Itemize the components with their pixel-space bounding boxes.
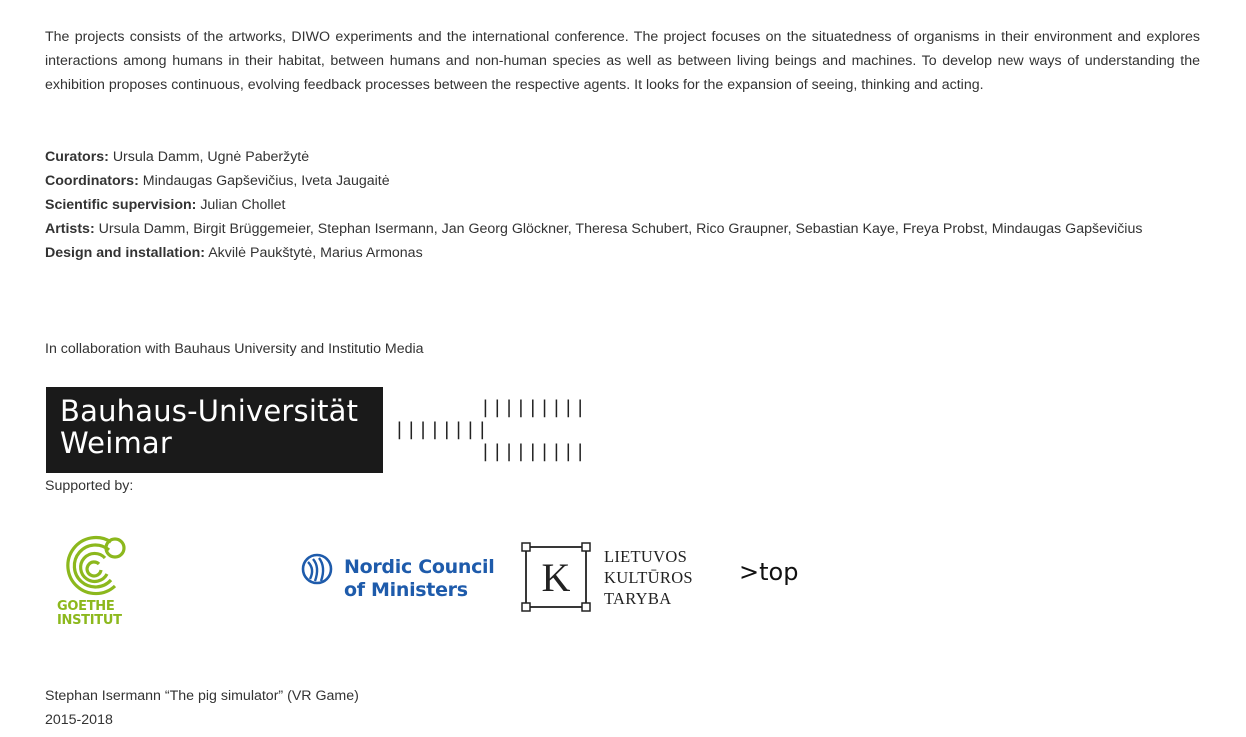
bauhaus-logo-line1: Bauhaus-Universität <box>60 394 359 428</box>
bauhaus-bars-top: ||||||||| <box>480 397 587 418</box>
bauhaus-university-logo[interactable] <box>46 387 383 473</box>
credit-label: Design and installation: <box>45 245 206 261</box>
artwork-caption <box>45 684 359 732</box>
back-to-top-link[interactable]: >top <box>739 558 799 586</box>
lithuanian-council-logo-text <box>604 546 693 609</box>
collaboration-text: In collaboration with Bauhaus University and Institutio Media <box>45 341 424 357</box>
credit-value: Mindaugas Gapševičius, Iveta Jaugaitė <box>142 173 390 189</box>
credits-list <box>45 145 1200 265</box>
credit-scientific-supervision <box>45 193 1200 217</box>
goethe-logo-text <box>57 600 122 628</box>
credit-value: Ursula Damm, Ugnė Paberžytė <box>112 149 310 165</box>
goethe-line2: INSTITUT <box>57 613 122 628</box>
klt-line3: TARYBA <box>604 589 672 608</box>
credit-design-installation <box>45 241 1200 265</box>
caption-years: 2015-2018 <box>45 712 113 728</box>
credit-label: Coordinators: <box>45 173 139 189</box>
credit-artists <box>45 217 1200 241</box>
credit-value: Julian Chollet <box>200 197 286 213</box>
nordic-line1: Nordic Council <box>344 556 495 578</box>
credit-value: Ursula Damm, Birgit Brüggemeier, Stephan Isermann, Jan Georg Glöckner, Theresa Schubert, Rico Graupner, Sebastian Kaye, Freya Probst, Mindaugas Gapševičius <box>98 221 1143 237</box>
bauhaus-logo-line2: Weimar <box>60 426 173 460</box>
nordic-swan-icon[interactable] <box>301 553 333 585</box>
bauhaus-bars-bottom: ||||||||| <box>480 441 587 462</box>
bauhaus-bars-middle: |||||||| <box>394 419 489 440</box>
caption-title: Stephan Isermann “The pig simulator” (VR Game) <box>45 688 359 704</box>
nordic-council-logo-text <box>344 556 494 602</box>
klt-line2: KULTŪROS <box>604 568 693 587</box>
credit-value: Akvilė Paukštytė, Marius Armonas <box>208 245 423 261</box>
klt-letter: K <box>541 555 571 600</box>
lithuanian-council-for-culture-icon[interactable] <box>521 542 591 612</box>
intro-paragraph: The projects consists of the artworks, DIWO experiments and the international conference. The project focuses on the situatedness of organisms in their environment and explores interactions among humans in their habitat, between humans and non-human species as well as between living beings and machines. To develop new ways of understanding the exhibition proposes continuous, evolving feedback processes between the respective agents. It looks for the expansion of seeing, thinking and acting. <box>45 29 1200 93</box>
credit-coordinators <box>45 169 1200 193</box>
credit-curators <box>45 145 1200 169</box>
nordic-line2: of Ministers <box>344 579 468 601</box>
klt-line1: LIETUVOS <box>604 547 688 566</box>
credit-label: Scientific supervision: <box>45 197 197 213</box>
supported-by-label: Supported by: <box>45 478 134 494</box>
goethe-line1: GOETHE <box>57 599 115 614</box>
credit-label: Artists: <box>45 221 95 237</box>
credit-label: Curators: <box>45 149 109 165</box>
